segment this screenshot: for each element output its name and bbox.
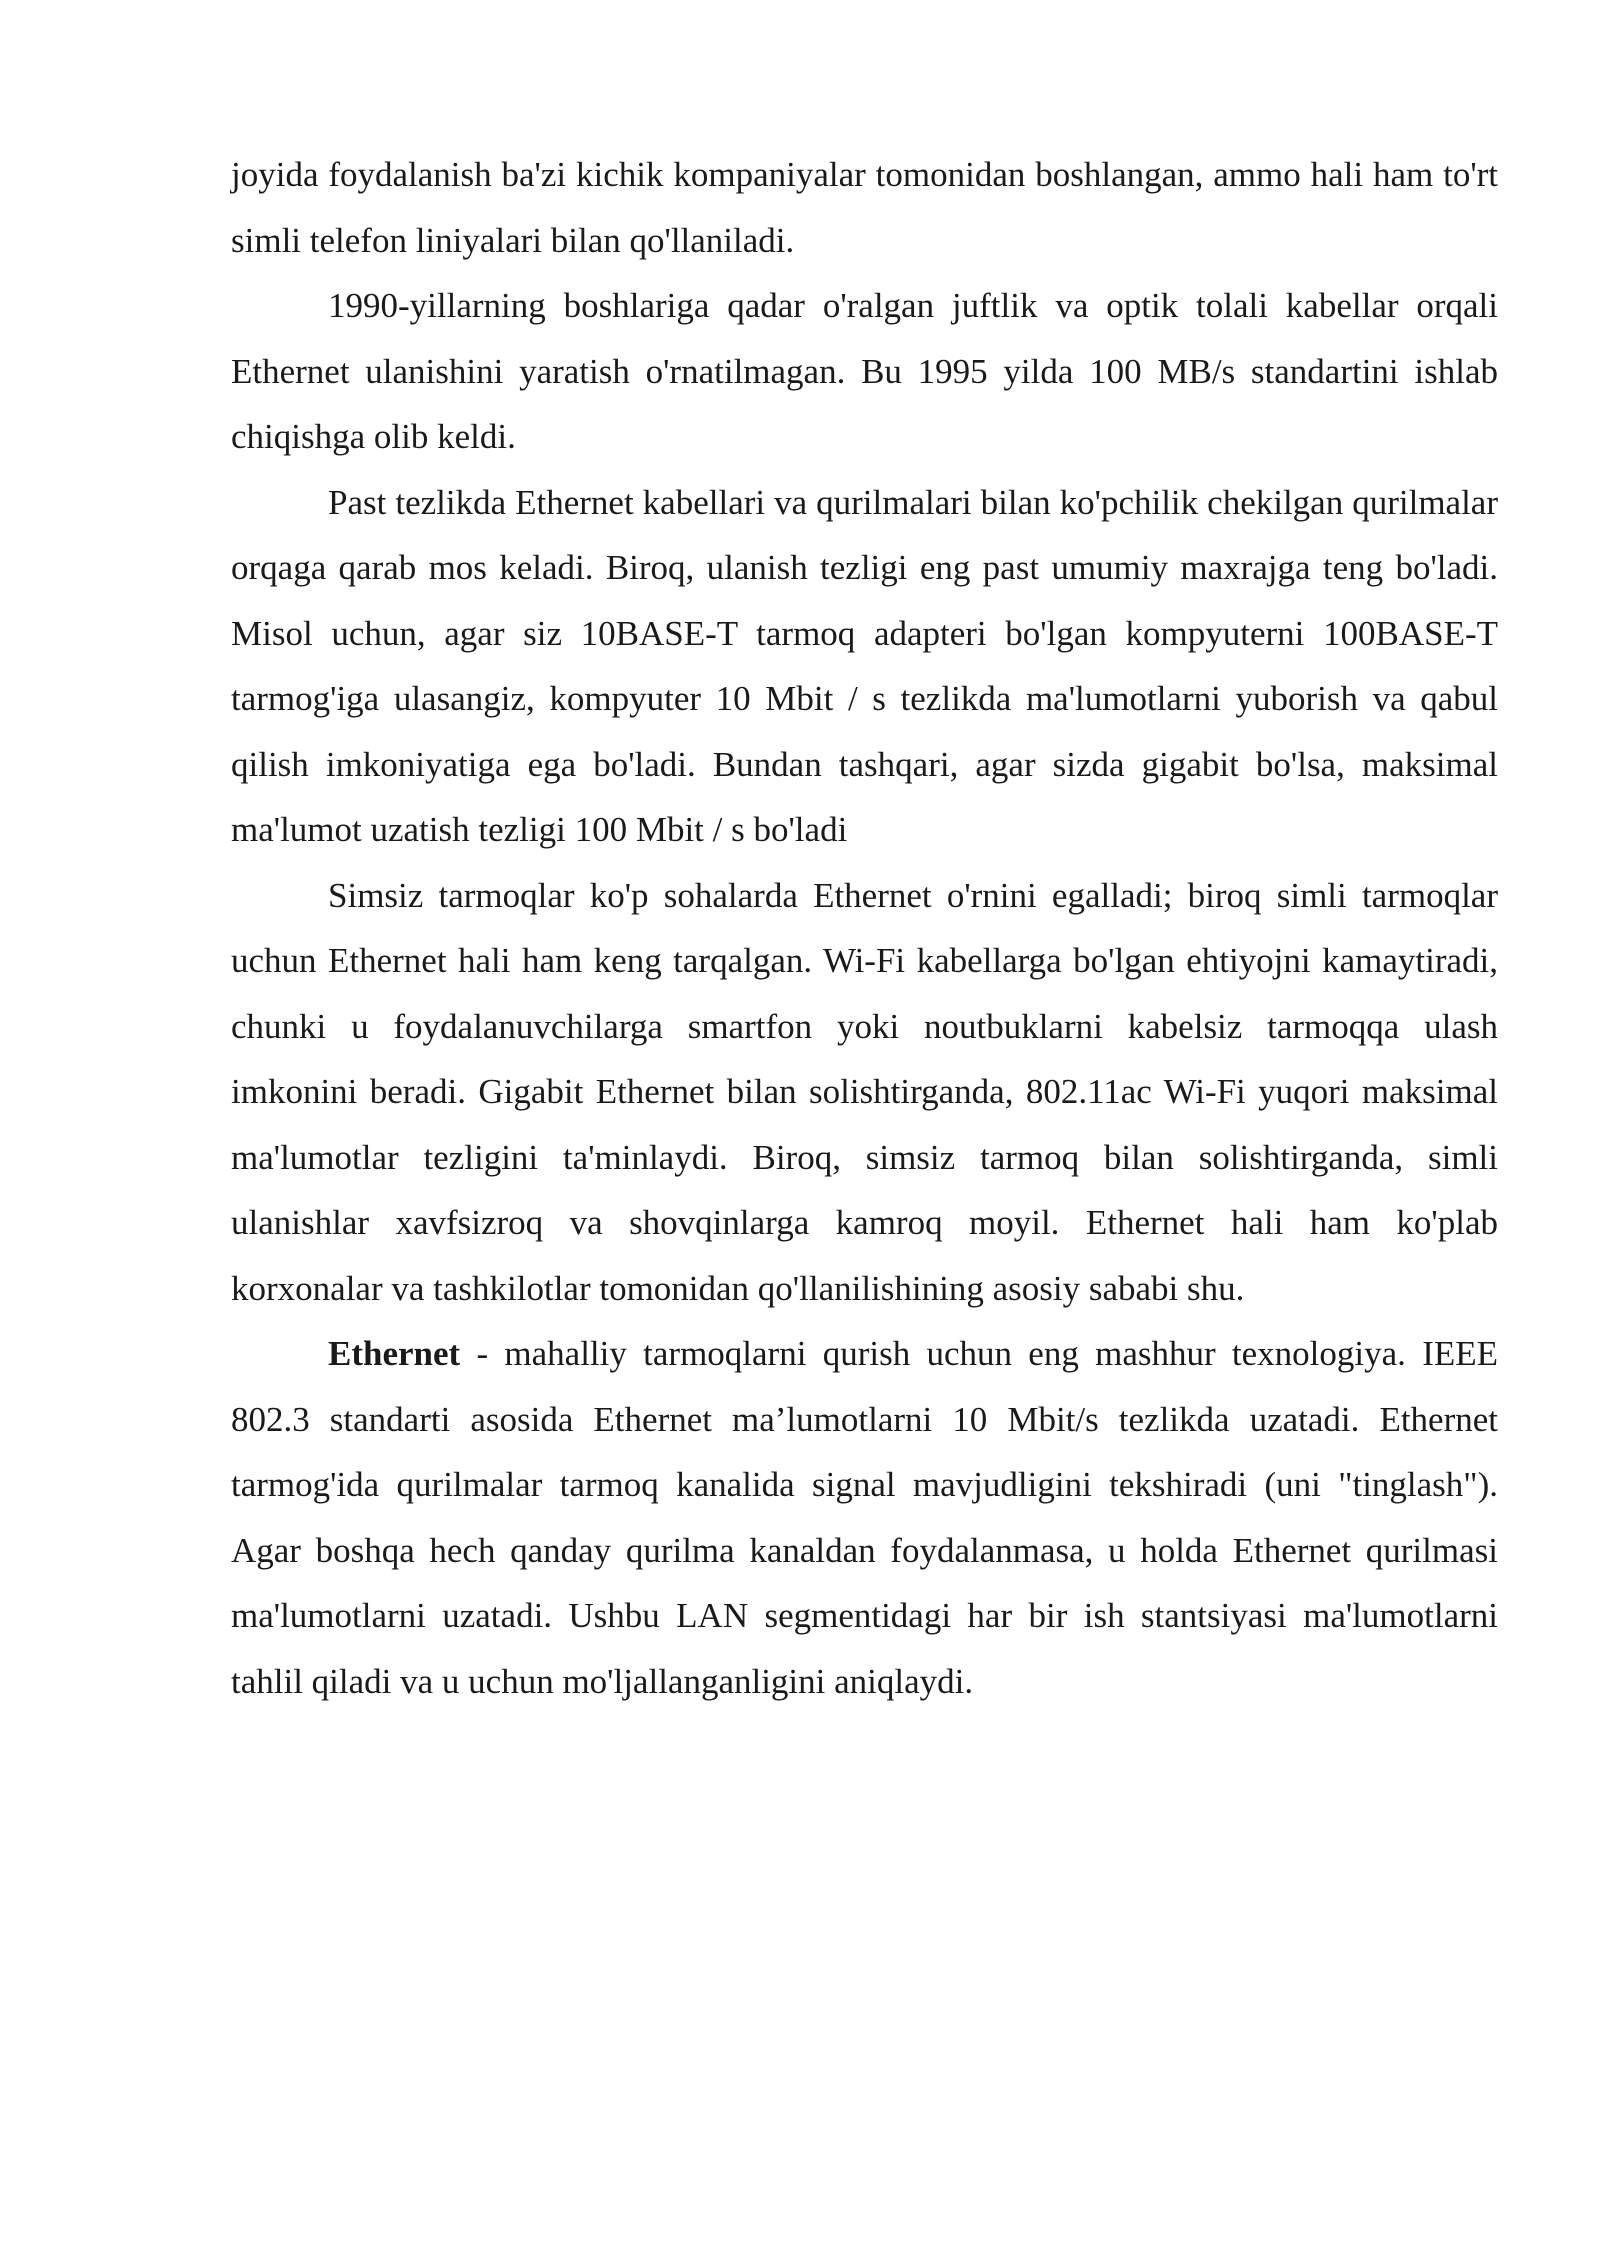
- paragraph-wireless-comparison: Simsiz tarmoqlar ko'p sohalarda Ethernet o'rnini egalladi; biroq simli tarmoqlar uchun Ethernet hali ham keng tarqalgan. Wi-Fi kabellarga bo'lgan ehtiyojni kamaytiradi, chunki u foydalanuvchilarga smartfon yoki noutbuklarni kabelsiz tarmoqqa ulash imkonini beradi. Gigabit Ethernet bilan solishtirganda, 802.11ac Wi-Fi yuqori maksimal ma'lumotlar tezligini ta'minlaydi. Biroq, simsiz tarmoq bilan solishtirganda, simli ulanishlar xavfsizroq va shovqinlarga kamroq moyil. Ethernet hali ham ko'plab korxonalar va tashkilotlar tomonidan qo'llanilishining asosiy sababi shu.: [231, 875, 1498, 1308]
- ethernet-term: Ethernet: [328, 1334, 461, 1373]
- paragraph-ethernet-history: 1990-yillarning boshlariga qadar o'ralgan juftlik va optik tolali kabellar orqali Ethernet ulanishini yaratish o'rnatilmagan. Bu 1995 yilda 100 MB/s standartini ishlab chiqishga olib keldi.: [231, 286, 1498, 456]
- paragraph-continuation: joyida foydalanish ba'zi kichik kompaniyalar tomonidan boshlangan, ammo hali ham to'rt simli telefon liniyalari bilan qo'llaniladi.: [231, 155, 1498, 260]
- paragraph-backward-compatibility: Past tezlikda Ethernet kabellari va qurilmalari bilan ko'pchilik chekilgan qurilmalar orqaga qarab mos keladi. Biroq, ulanish tezligi eng past umumiy maxrajga teng bo'ladi. Misol uchun, agar siz 10BASE-T tarmoq adapteri bo'lgan kompyuterni 100BASE-T tarmog'iga ulasangiz, kompyuter 10 Mbit / s tezlikda ma'lumotlarni yuborish va qabul qilish imkoniyatiga ega bo'ladi. Bundan tashqari, agar sizda gigabit bo'lsa, maksimal ma'lumot uzatish tezligi 100 Mbit / s bo'ladi: [231, 482, 1498, 849]
- paragraph-ethernet-definition: [231, 1321, 1498, 1714]
- document-body: [231, 142, 1498, 1714]
- ethernet-definition-text: - mahalliy tarmoqlarni qurish uchun eng mashhur texnologiya. IEEE 802.3 standarti asosida Ethernet ma’lumotlarni 10 Mbit/s tezlikda uzatadi. Ethernet tarmog'ida qurilmalar tarmoq kanalida signal mavjudligini tekshiradi (uni "tinglash"). Agar boshqa hech qanday qurilma kanaldan foydalanmasa, u holda Ethernet qurilmasi ma'lumotlarni uzatadi. Ushbu LAN segmentidagi har bir ish stantsiyasi ma'lumotlarni tahlil qiladi va u uchun mo'ljallanganligini aniqlaydi.: [231, 1334, 1498, 1701]
